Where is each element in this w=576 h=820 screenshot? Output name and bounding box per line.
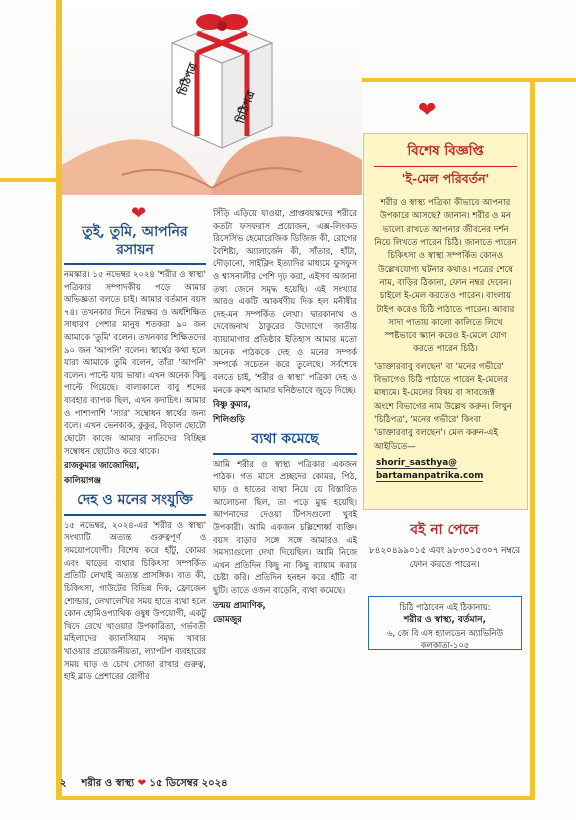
address-line-4: কলকাতা-১০৫ [420,640,470,651]
column-1 [64,222,206,683]
not-received-body: ৮৪২০৪৯৯০১৫ এবং ৯৮৩০১৫৩০৭ নম্বরে ফোন করতে পারেন। [368,546,521,570]
top-frame-bar [362,78,576,82]
notice-body: শরীর ও স্বাস্থ্য পত্রিকা কীভাবে আপনার উপকারে আসছে? জানান। শরীর ও মন ভালো রাখতে আপনার জীবনের দর্শন নিয়ে লিখতে পারেন চিঠি। জানাতে পারেন চিকিৎসা ও স্বাস্থ্য সম্পর্কিত কোনও উল্লেখযোগ্য ঘটনার কথাও। পত্রের শেষে নাম, বাড়ির ঠিকানা, ফোন নম্বর দেবেন। চাইলে ই-মেল করতেও পারেন। বাংলায় টাইপ করেও চিঠি পাঠাতে পারেন। আবার সাদা পাতায় কালো কালিতে লিখে স্পষ্টভাবে স্ক্যান করেও ই-মেলে যোগ করতে পারেন চিঠি। [374,198,517,355]
magazine-name: শরীর ও স্বাস্থ্য [81,778,135,789]
page-number: ২ [60,778,67,789]
email-part-2[interactable]: bartamanpatrika.com [376,471,484,482]
heart-icon: ❤ [137,778,146,789]
gift-label-right: চিঠিপত্র [233,89,258,126]
photo-bottom-bar [0,178,62,182]
article-body: ১৫ নভেম্বর, ২০২৪-এর 'শরীর ও স্বাস্থ্য' সংখ্যাটি অত্যন্ত গুরুত্বপূর্ণ ও সময়োপযোগী। বিশেষ করে হাঁটু, কোমর এবং ঘাড়ের ব্যথার চিকিৎসা সম্পর্কিত প্রতিটি লেখাই অত্যন্ত প্রাসঙ্গিক। বাত কী, চিকিৎসা, গাউটের বিভিন্ন দিক, ফ্রোজেন শোল্ডার, লেখালেখির সময় হাতে ব্যথা হলে কোন হোমিওপ্যাথিক ওষুধ উপযোগী, একটু খিদে রেখে খাওয়ার উপকারিতা, গর্ভবতী মহিলাদের ক্যালসিয়াম সমৃদ্ধ খাবার খাওয়ার প্রয়োজনীয়তা, ল্যাপটপ ব্যবহারের সময় ঘাড় ও চোখ সোজা রাখার গুরুত্ব, হাই ব্লাড প্রেশারের রোগীর [64,519,206,682]
page-footer [60,776,530,793]
article-title: তুই, তুমি, আপনির রসায়ন [82,224,188,258]
article-place: ডোমজুর [213,614,242,625]
article-title: ব্যথা কমেছে [251,431,319,448]
special-notice-box [363,133,528,510]
article-title: দেহ ও মনের সংযুক্তি [77,492,193,509]
article-author: বিষ্ণু কুমার, [213,399,251,410]
bottom-frame-bar [56,796,535,800]
email-part-1[interactable]: shorir_sasthya@ [376,457,457,468]
heart-icon: ❤ [131,203,147,224]
address-box [368,596,522,650]
gift-label-left: চিঠিপত্র [175,61,200,98]
article-author: রাজকুমার জাজোদিয়া, [64,460,140,471]
article-place: কালিয়াগঞ্জ [64,474,101,485]
title-rule [64,514,206,516]
article-body: আমি শরীর ও স্বাস্থ্য পত্রিকার একজন পাঠক। গত মাসে প্রচ্ছদের কোমর, পিঠ, ঘাড় ও হাতের ব্যথা নিয়ে যে বিস্তারিত আলোচনা ছিল, তা পড়ে মুগ্ধ হয়েছি। আপনাদের দেওয়া টিপসগুলো খুবই উপকারী। আমি একজন চল্লিশোর্ধ্ব ব্যক্তি। বয়স বাড়ার সঙ্গে সঙ্গে আমারও এই সমস্যাগুলো দেখা দিয়েছিল। আমি নিজে এখন প্রতিদিন কিছু না কিছু ব্যায়াম করার চেষ্টা করি। প্রতিদিন হনহন করে হাঁটি বা ছুটি। তাতে ওজন বাড়েনি, ব্যথা কমেছে। [213,458,357,595]
issue-date: ১৫ ডিসেম্বর ২০২৪ [149,778,228,789]
column-2 [213,207,357,626]
address-line-2: শরীর ও স্বাস্থ্য, বর্তমান, [403,615,487,626]
article-place: শিলিগুড়ি [213,413,245,424]
article-author: তন্ময় প্রামাণিক, [213,599,266,610]
title-rule [64,263,206,265]
address-line-1: চিঠি পাঠাবেন এই ঠিকানায়: [399,602,491,612]
email-address[interactable] [364,457,527,483]
title-rule [213,453,357,455]
notice-body-2: 'ডাক্তারবাবু বলছেন' বা 'মনের গভীরে' বিভাগেও চিঠি পাঠাতে পারেন ই-মেলের মাধ্যমে। ই-মেলের বিষয় বা সাবজেক্ট অংশে বিভাগের নাম উল্লেখ করুন। লিখুন 'চিঠিপত্র', 'মনের গভীরে' কিংবা 'ডাক্তারবাবু বলছেন'। মেল করুন-এই আইডিতে— [374,361,513,452]
heart-icon: ❤ [418,98,437,123]
article-body: সিঁড়ি এড়িয়ে যাওয়া, প্রাপ্তবয়স্কদের শরীরে কতটা ফসফরাস প্রয়োজন, এক্স-লিংকড রিসেসিভ হেমোরেজিক ডিজিজ কী, রোগের বৈশিষ্ট্য, অ্যালার্জেন কী, সাঁতার, হাঁটা, দৌড়ানো, সাইক্লিং ইত্যাদির মাধ্যমে ফুসফুস ও শ্বাসনালীর পেশি দৃঢ় করা, এইসব অজানা তথ্য জেনে সমৃদ্ধ হয়েছি। এই সংখ্যার আরও একটি আকর্ষণীয় দিক হল মনীষীর দেহ-মন সম্পর্কিত লেখা। দ্বারকানাথ ও দেবেন্দ্রনাথ ঠাকুরের উদ্যোগে জাতীয় ব্যায়ামাগার প্রতিষ্ঠার ইতিহাস আমার মতো অনেক পাঠককে দেহ ও মনের সম্পর্ক সম্পর্কে সচেতন করে তুলেছে। সর্বশেষে বলতে চাই, 'শরীর ও স্বাস্থ্য' পত্রিকা দেহ ও মনকে ক্রমশ আমার ঘনিষ্ঠভাবে জুড়ে দিচ্ছে। [213,208,357,395]
not-received-title: বই না পেলে [410,522,479,538]
right-frame-bar [530,78,535,800]
notice-subtitle: 'ই-মেল পরিবর্তন' [401,171,490,186]
article-body: নমস্কার। ১৫ নভেম্বর ২০২৪ 'শরীর ও স্বাস্থ্য' পত্রিকার সম্পাদকীয় পড়ে আমার অভিজ্ঞতা বলতে চাই। আমার বর্তমান বয়স ৭৪। তখনকার দিনে নিরক্ষর ও অর্ধশিক্ষিত সাধারণ পেশার মানুষ শতকরা ৯০ জন আমাকে 'তুমি' বলেন। তখনকার শিক্ষিতদের ৯০ জন 'আপনি' বলেন। স্বার্থের কথা হলে যারা আমাকে তুমি বলেন, তাঁরা 'আপনি' বলেন। পাল্টে যায় ভাষা। এখন অনেক কিছু পাল্টে গিয়েছে। বাল্যকালে বাবু শব্দের ব্যবহার ব্যাপক ছিল, এখন কদাচিৎ। আমার ও পাশাপাশি 'স্যার' সম্বোধন স্বার্থের জন্য বলে। এখন ভেনকাক, কুকুর, বিড়াল ছোটো ছোটো কাজে আমার নাতিদের বিচ্ছিন্ন সম্বোধন ছোটোও করে থাকে। [64,269,206,456]
address-line-3: ৬, জে বি এস হ্যালডেন অ্যাভিনিউ [387,628,503,639]
notice-title: বিশেষ বিজ্ঞপ্তি [407,143,484,159]
gift-hands-photo [62,0,362,195]
not-received-section [363,518,526,572]
notice-rule [374,166,517,167]
